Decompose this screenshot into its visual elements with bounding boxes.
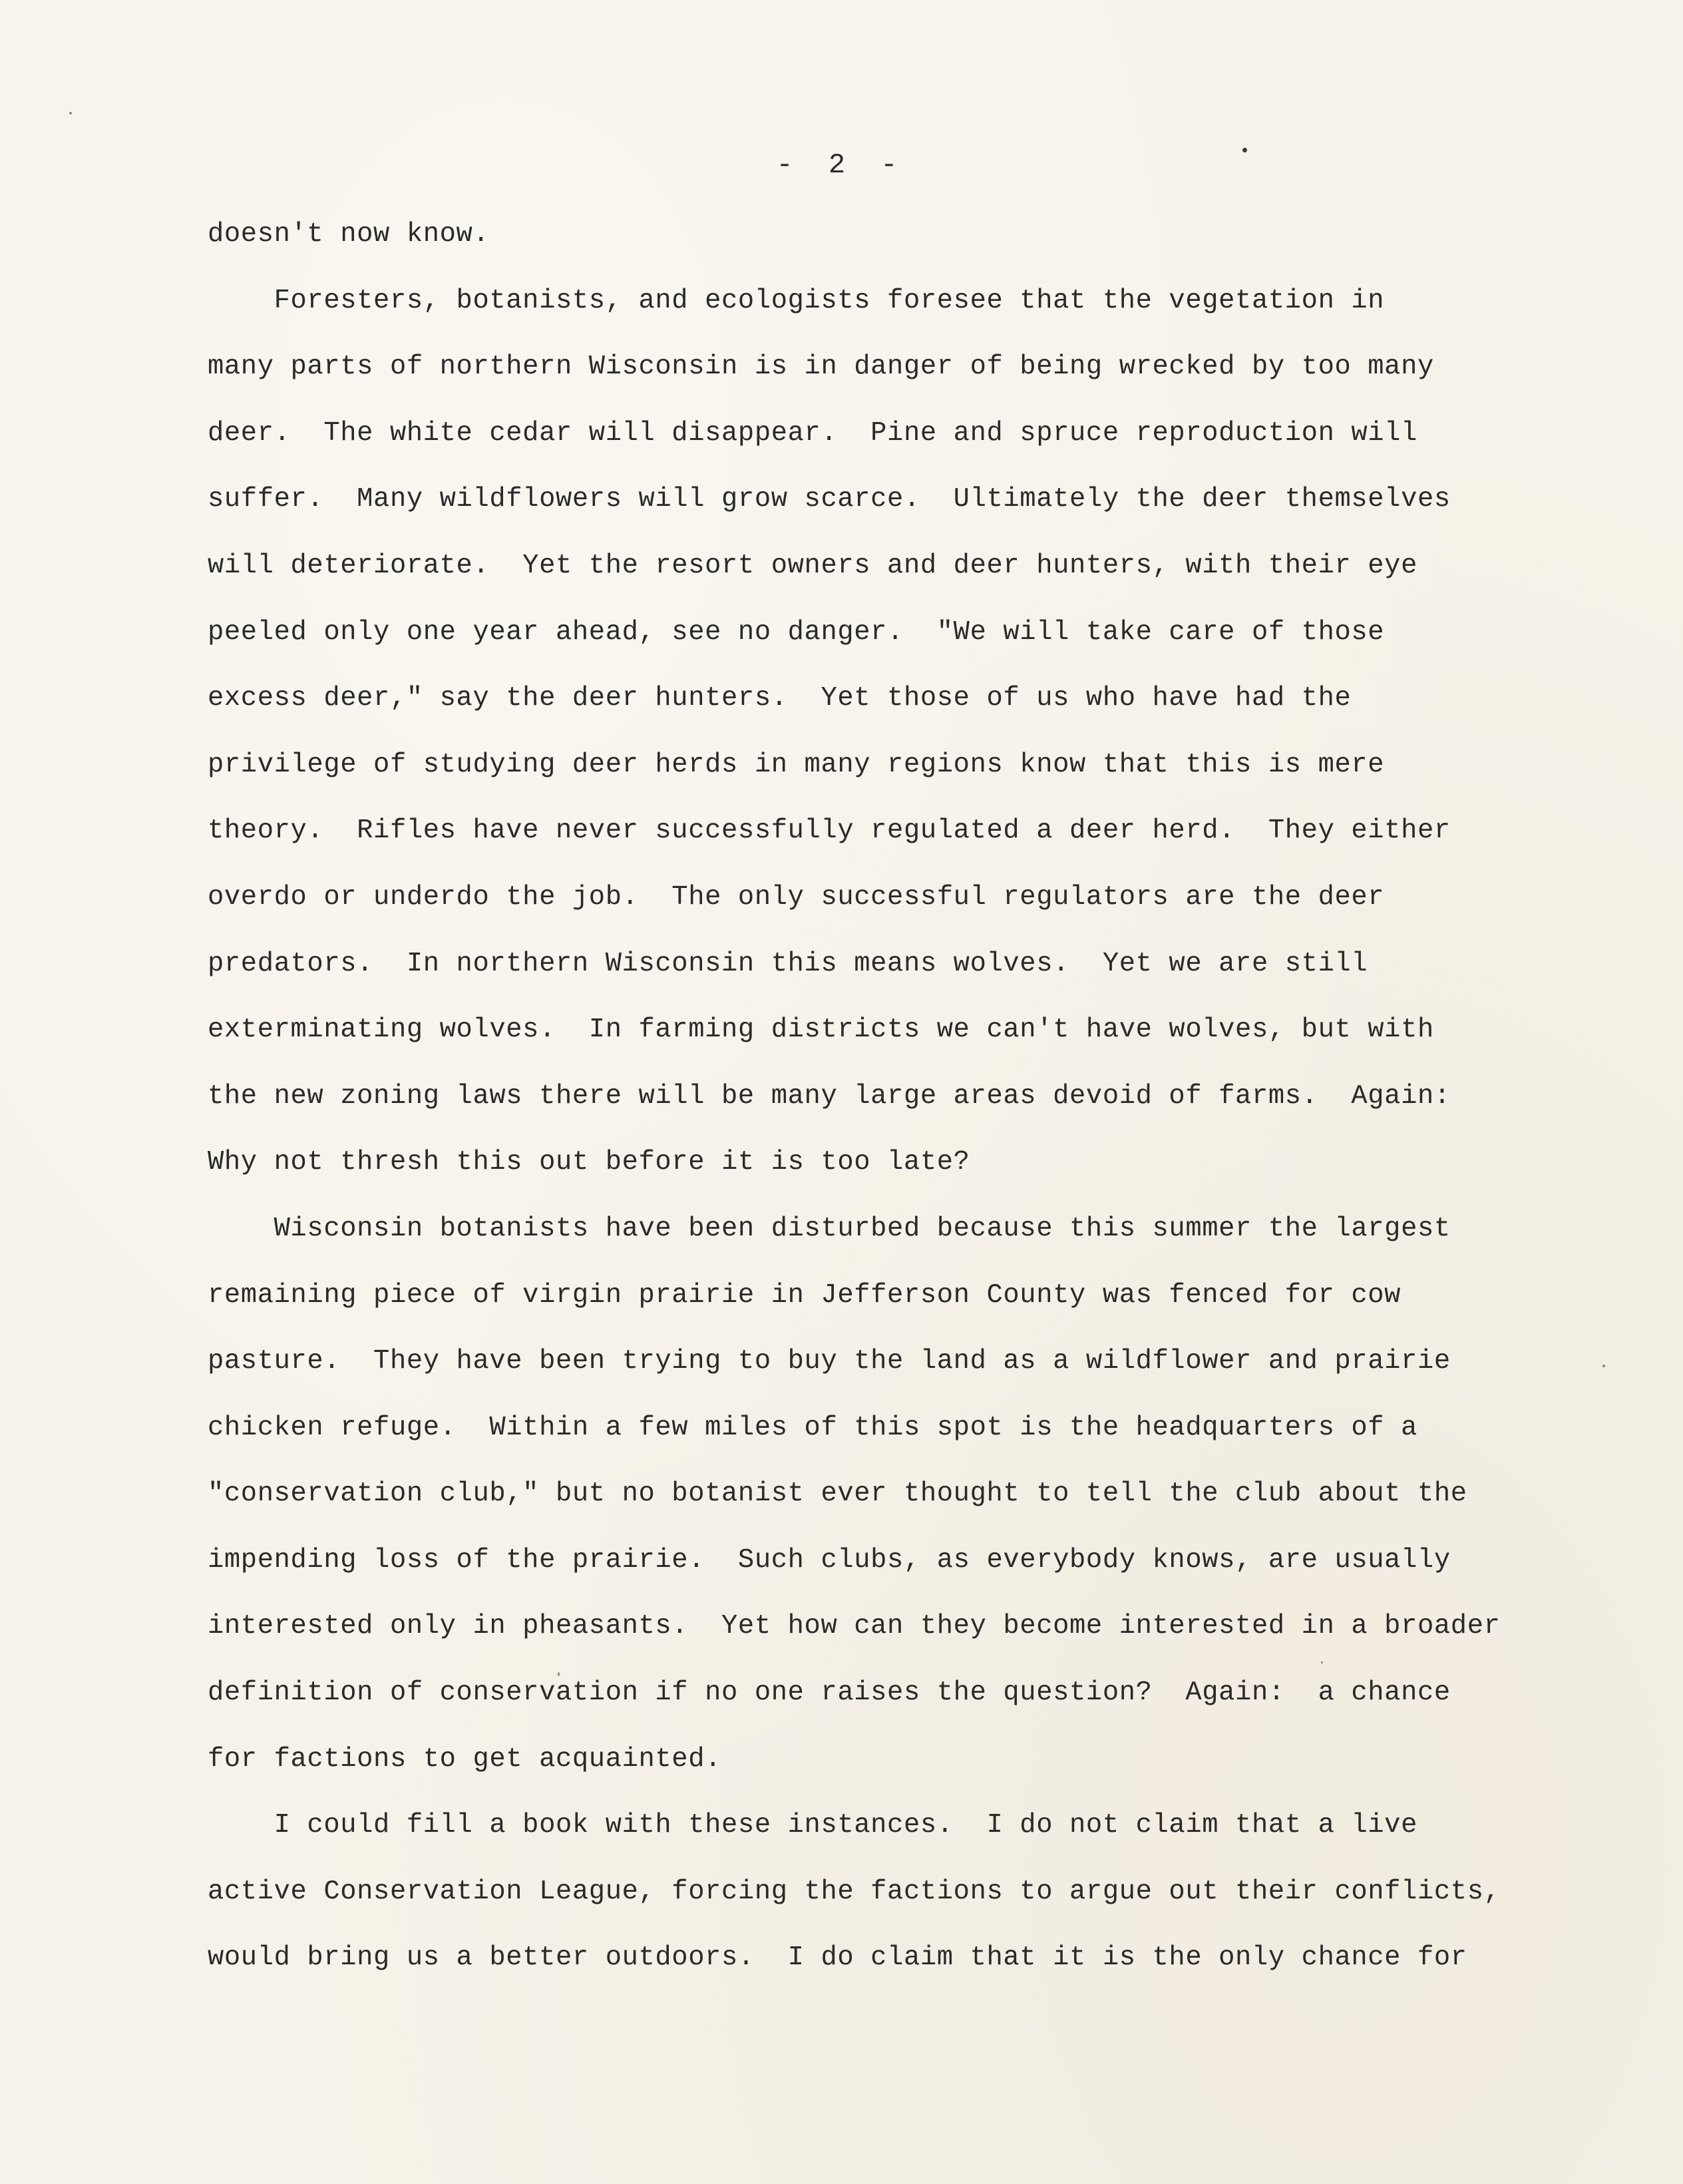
paper-speck — [69, 112, 72, 114]
text-line: overdo or underdo the job. The only successful regulators are the deer — [208, 881, 1385, 913]
text-line: the new zoning laws there will be many large areas devoid of farms. Again: — [208, 1080, 1451, 1112]
text-line: will deteriorate. Yet the resort owners and deer hunters, with their eye — [208, 550, 1417, 581]
page-number: - 2 - — [776, 149, 907, 181]
text-line: I could fill a book with these instances. I do not claim that a live — [208, 1810, 1417, 1841]
text-line: suffer. Many wildflowers will grow scarce. Ultimately the deer themselves — [208, 484, 1451, 515]
text-line: excess deer," say the deer hunters. Yet those of us who have had the — [208, 683, 1352, 714]
text-line: "conservation club," but no botanist ever thought to tell the club about the — [208, 1478, 1467, 1510]
text-line: peeled only one year ahead, see no danger. "We will take care of those — [208, 616, 1385, 648]
text-line: chicken refuge. Within a few miles of this spot is the headquarters of a — [208, 1412, 1417, 1443]
paper-speck — [1321, 1661, 1323, 1663]
typed-body-text — [208, 214, 1592, 2004]
text-line: privilege of studying deer herds in many regions know that this is mere — [208, 749, 1385, 780]
text-line: for factions to get acquainted. — [208, 1743, 722, 1775]
text-line: impending loss of the prairie. Such clubs, as everybody knows, are usually — [208, 1544, 1451, 1576]
text-line: predators. In northern Wisconsin this means wolves. Yet we are still — [208, 948, 1368, 979]
text-line: deer. The white cedar will disappear. Pine and spruce reproduction will — [208, 417, 1417, 449]
text-line: doesn't now know. — [208, 219, 490, 250]
text-line: pasture. They have been trying to buy the land as a wildflower and prairie — [208, 1346, 1451, 1377]
paper-speck — [558, 1672, 560, 1676]
text-line: would bring us a better outdoors. I do claim that it is the only chance for — [208, 1942, 1467, 1974]
text-line: definition of conservation if no one raises the question? Again: a chance — [208, 1677, 1451, 1709]
text-line: remaining piece of virgin prairie in Jefferson County was fenced for cow — [208, 1279, 1402, 1311]
text-line: Foresters, botanists, and ecologists foresee that the vegetation in — [208, 285, 1385, 316]
text-line: Why not thresh this out before it is too late? — [208, 1147, 970, 1178]
paper-speck — [1602, 1365, 1605, 1367]
text-line: interested only in pheasants. Yet how can they become interested in a broader — [208, 1611, 1501, 1642]
text-line: exterminating wolves. In farming districts we can't have wolves, but with — [208, 1014, 1434, 1046]
text-line: Wisconsin botanists have been disturbed because this summer the largest — [208, 1213, 1451, 1244]
ink-dot — [1242, 148, 1247, 152]
text-line: theory. Rifles have never successfully regulated a deer herd. They either — [208, 815, 1451, 847]
text-line: active Conservation League, forcing the factions to argue out their conflicts, — [208, 1876, 1501, 1907]
text-line: many parts of northern Wisconsin is in danger of being wrecked by too many — [208, 351, 1434, 383]
